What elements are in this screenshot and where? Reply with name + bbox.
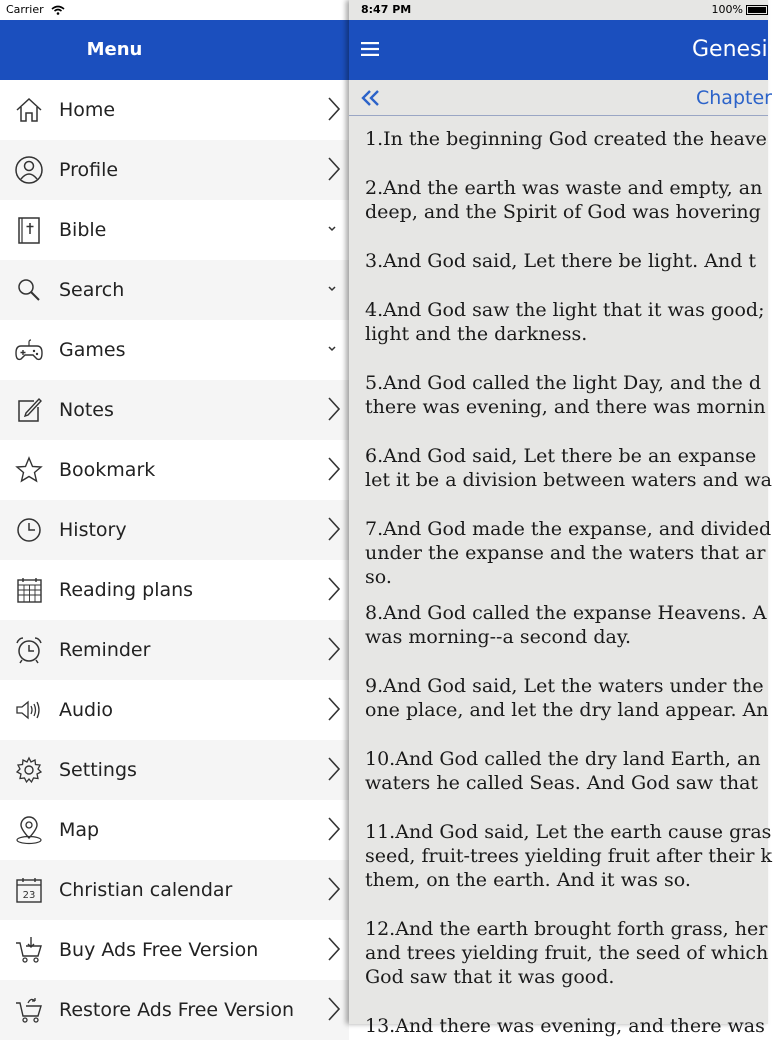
menu-header [0, 20, 349, 80]
carrier-label: Carrier [6, 3, 44, 16]
menu-label-buy-ads-free: Buy Ads Free Version [59, 939, 259, 961]
menu-label-settings: Settings [59, 759, 137, 781]
chevron-down-icon [327, 224, 337, 234]
menu-label-christian-calendar: Christian calendar [59, 879, 233, 901]
chevron-right-icon [327, 515, 341, 543]
chevron-right-icon [327, 815, 341, 843]
chevron-down-icon [327, 284, 337, 294]
side-menu [0, 0, 349, 1024]
map-pin-icon [14, 815, 44, 845]
menu-item-settings[interactable] [0, 740, 349, 800]
battery-status [712, 0, 768, 20]
verse-5[interactable]: 5.And God called the light Day, and the d there was evening, and there was mornin [365, 372, 766, 418]
verse-13[interactable]: 13.And there was evening, and there was [365, 1015, 765, 1037]
menu-item-restore-ads-free[interactable] [0, 980, 349, 1040]
bible-icon [14, 215, 44, 245]
menu-item-bible[interactable] [0, 200, 349, 260]
verse-9[interactable]: 9.And God said, Let the waters under the one place, and let the dry land appear. An [365, 675, 769, 721]
menu-item-christian-calendar[interactable] [0, 860, 349, 920]
menu-item-games[interactable] [0, 320, 349, 380]
chevron-right-icon [327, 995, 341, 1023]
menu-item-buy-ads-free[interactable] [0, 920, 349, 980]
menu-title: Menu [86, 39, 143, 60]
chevron-right-icon [327, 755, 341, 783]
menu-label-reading-plans: Reading plans [59, 579, 194, 601]
menu-label-map: Map [59, 819, 100, 841]
menu-item-bookmark[interactable] [0, 440, 349, 500]
chevron-right-icon [327, 695, 341, 723]
gear-icon [14, 755, 44, 785]
clock-time: 8:47 PM [361, 3, 412, 16]
menu-list [0, 80, 349, 1040]
menu-label-games: Games [59, 339, 126, 361]
clock-icon [14, 515, 44, 545]
double-chevron-left-icon[interactable] [361, 88, 381, 108]
verse-12[interactable]: 12.And the earth brought forth grass, her and trees yielding fruit, the seed of which God saw that it was good. [365, 918, 769, 988]
chevron-right-icon [327, 455, 341, 483]
menu-item-reading-plans[interactable] [0, 560, 349, 620]
menu-item-home[interactable] [0, 80, 349, 140]
svg-text:23: 23 [22, 890, 36, 901]
menu-item-map[interactable] [0, 800, 349, 860]
gamepad-icon [14, 335, 44, 365]
calendar-23-icon [14, 875, 44, 905]
menu-item-notes[interactable] [0, 380, 349, 440]
menu-item-reminder[interactable] [0, 620, 349, 680]
chapter-bar [349, 80, 772, 116]
verse-list [349, 117, 773, 1037]
chevron-right-icon [327, 395, 341, 423]
hamburger-menu-icon[interactable] [361, 42, 379, 56]
verse-10[interactable]: 10.And God called the dry land Earth, an waters he called Seas. And God saw that [365, 748, 761, 794]
menu-label-notes: Notes [59, 399, 114, 421]
alarm-clock-icon [14, 635, 44, 665]
menu-label-restore-ads-free: Restore Ads Free Version [59, 999, 295, 1021]
profile-icon [14, 155, 44, 185]
menu-label-audio: Audio [59, 699, 114, 721]
status-bar-left [0, 0, 349, 20]
chapter-label[interactable]: Chapter [696, 87, 772, 109]
wifi-icon [51, 5, 65, 15]
reader-header [349, 20, 779, 80]
chevron-right-icon [327, 875, 341, 903]
battery-percent: 100% [711, 3, 743, 16]
verse-3[interactable]: 3.And God said, Let there be light. And t [365, 250, 757, 272]
menu-label-profile: Profile [59, 159, 119, 181]
menu-label-history: History [59, 519, 127, 541]
speaker-icon [14, 695, 44, 725]
menu-label-bookmark: Bookmark [59, 459, 156, 481]
reader-panel [349, 0, 779, 1037]
menu-item-audio[interactable] [0, 680, 349, 740]
battery-icon [746, 5, 768, 15]
menu-item-search[interactable] [0, 260, 349, 320]
menu-label-bible: Bible [59, 219, 107, 241]
menu-label-reminder: Reminder [59, 639, 151, 661]
chevron-right-icon [327, 575, 341, 603]
home-icon [14, 95, 44, 125]
chevron-down-icon [327, 344, 337, 354]
chevron-right-icon [327, 95, 341, 123]
calendar-grid-icon [14, 575, 44, 605]
verse-6[interactable]: 6.And God said, Let there be an expanse let it be a division between waters and wa [365, 445, 772, 491]
menu-label-search: Search [59, 279, 125, 301]
search-icon [14, 275, 44, 305]
menu-item-history[interactable] [0, 500, 349, 560]
cart-download-icon [14, 935, 44, 965]
chevron-right-icon [327, 155, 341, 183]
book-title[interactable]: Genesis [692, 37, 779, 62]
menu-item-profile[interactable] [0, 140, 349, 200]
chevron-right-icon [327, 935, 341, 963]
cart-restore-icon [14, 995, 44, 1025]
verse-8[interactable]: 8.And God called the expanse Heavens. A was morning--a second day. [365, 602, 767, 648]
verse-2[interactable]: 2.And the earth was waste and empty, an deep, and the Spirit of God was hovering [365, 177, 763, 223]
verse-1[interactable]: 1.In the beginning God created the heave [365, 128, 767, 150]
verse-11[interactable]: 11.And God said, Let the earth cause gras seed, fruit-trees yielding fruit after their k them, on the earth. And it was so. [365, 821, 773, 891]
chevron-right-icon [327, 635, 341, 663]
star-icon [14, 455, 44, 485]
verse-4[interactable]: 4.And God saw the light that it was good; light and the darkness. [365, 299, 765, 345]
menu-label-home: Home [59, 99, 116, 121]
notes-icon [14, 395, 44, 425]
verse-7[interactable]: 7.And God made the expanse, and divided under the expanse and the waters that ar so. [365, 518, 772, 588]
status-bar-right [349, 0, 768, 20]
